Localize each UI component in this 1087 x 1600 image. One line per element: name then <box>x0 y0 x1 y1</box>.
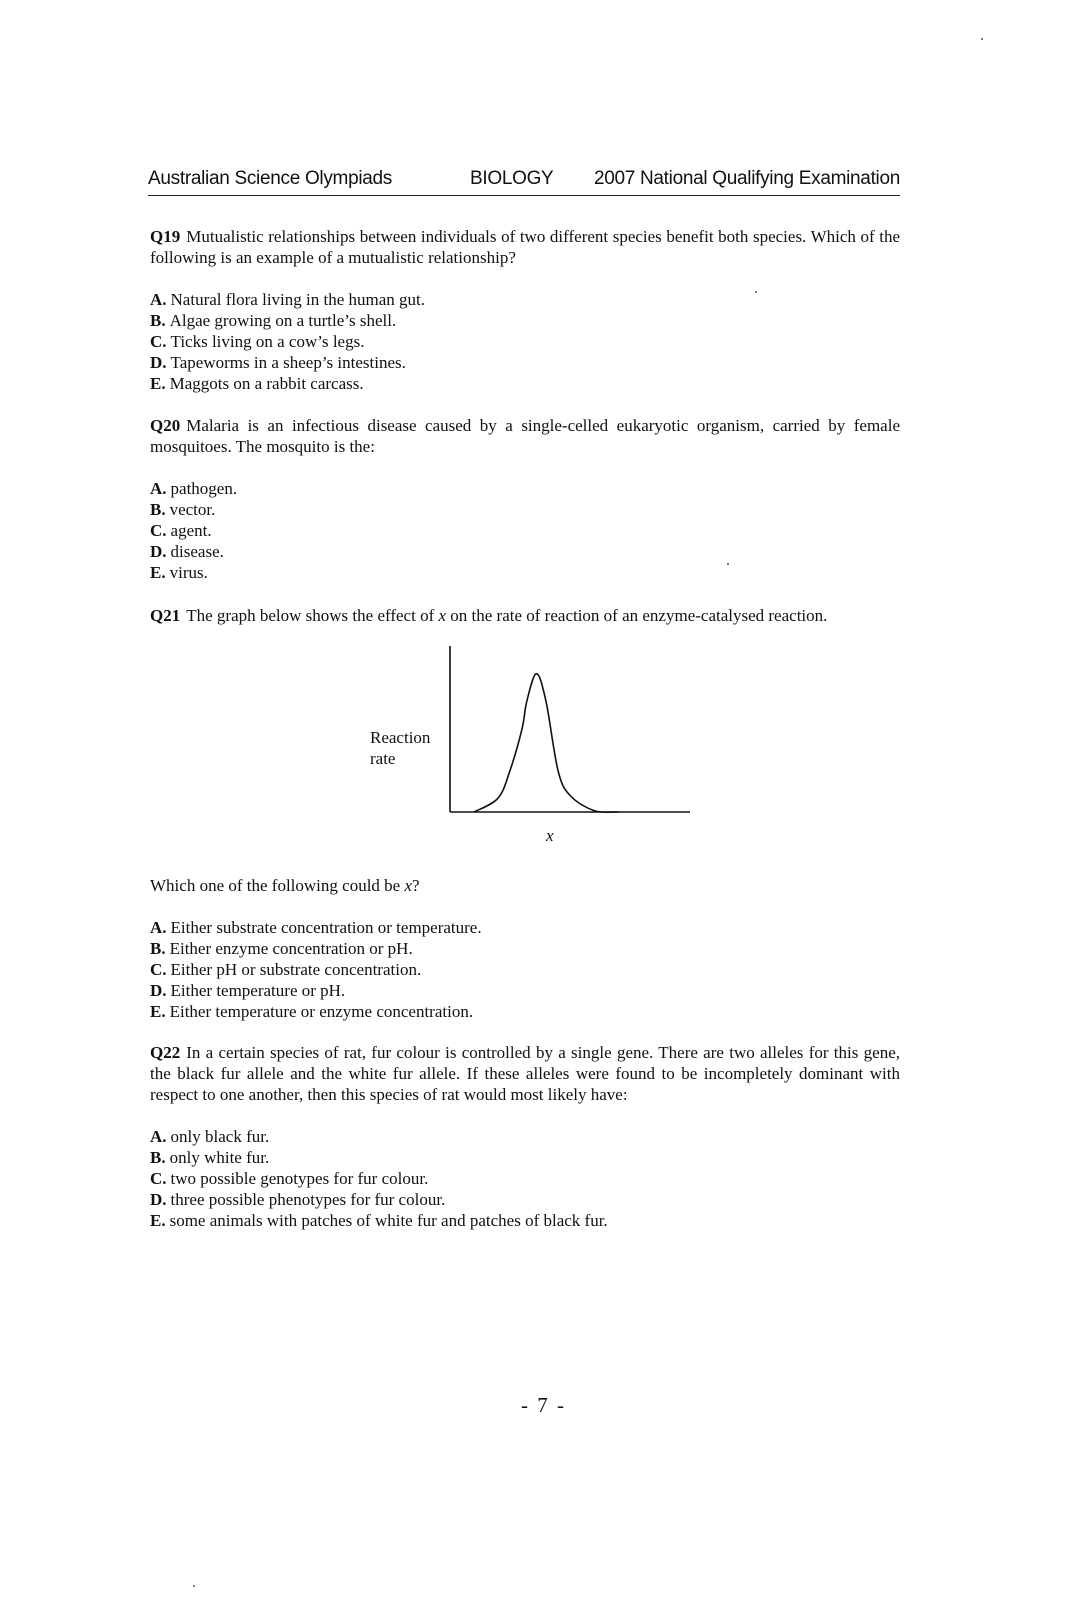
option-b: B. vector. <box>150 500 216 519</box>
option-e: E. some animals with patches of white fur and patches of black fur. <box>150 1211 608 1230</box>
option-e: E. Maggots on a rabbit carcass. <box>150 374 364 393</box>
scan-speck <box>193 1585 195 1587</box>
question-21-options <box>150 917 900 1022</box>
question-text-after: on the rate of reaction of an enzyme-catalysed reaction. <box>446 606 828 625</box>
option-d: D. three possible phenotypes for fur colour. <box>150 1190 446 1209</box>
question-21-stem <box>150 605 900 626</box>
reaction-rate-curve <box>474 674 618 813</box>
question-19-options <box>150 289 900 394</box>
question-number: Q21 <box>150 606 181 625</box>
question-text: In a certain species of rat, fur colour is controlled by a single gene. There are two alleles for this gene, the black fur allele and the white fur allele. If these alleles were found to be incompletely dominant with respect to one another, then this species of rat would most likely have: <box>150 1043 900 1104</box>
option-c: C. Ticks living on a cow’s legs. <box>150 332 365 351</box>
option-b: B. Either enzyme concentration or pH. <box>150 939 413 958</box>
question-number: Q20 <box>150 416 181 435</box>
option-e: E. virus. <box>150 563 208 582</box>
header-subject: BIOLOGY <box>470 168 554 189</box>
option-a: A. Natural flora living in the human gut. <box>150 290 425 309</box>
option-e: E. Either temperature or enzyme concentration. <box>150 1002 474 1021</box>
option-c: C. agent. <box>150 521 212 540</box>
chart-plot <box>448 646 698 818</box>
question-21 <box>150 875 900 1022</box>
question-20-options <box>150 478 900 583</box>
reaction-rate-graph <box>360 640 700 850</box>
question-19-stem <box>150 226 900 268</box>
option-d: D. disease. <box>150 542 224 561</box>
option-a: A. only black fur. <box>150 1127 270 1146</box>
question-text-before: The graph below shows the effect of <box>186 606 439 625</box>
header-left: Australian Science Olympiads <box>148 168 392 189</box>
question-21-prompt: Which one of the following could be x? <box>150 876 420 895</box>
question-22 <box>150 1042 900 1231</box>
header-right: 2007 National Qualifying Examination <box>593 168 900 189</box>
question-20 <box>150 415 900 583</box>
scan-speck <box>727 563 729 565</box>
question-text: Malaria is an infectious disease caused by a single-celled eukaryotic organism, carried by female mosquitoes. The mosquito is the: <box>150 416 900 456</box>
question-22-stem <box>150 1042 900 1105</box>
option-b: B. only white fur. <box>150 1148 270 1167</box>
option-d: D. Tapeworms in a sheep’s intestines. <box>150 353 406 372</box>
option-a: A. Either substrate concentration or temperature. <box>150 918 482 937</box>
option-c: C. Either pH or substrate concentration. <box>150 960 422 979</box>
variable-x: x <box>404 876 413 895</box>
variable-x: x <box>438 606 447 625</box>
question-text: Mutualistic relationships between individuals of two different species benefit both species. Which of the following is an example of a mutualistic relationship? <box>150 227 900 267</box>
question-number: Q22 <box>150 1043 181 1062</box>
page-header <box>148 168 900 196</box>
x-axis-label: x <box>546 826 554 845</box>
option-b: B. Algae growing on a turtle’s shell. <box>150 311 397 330</box>
y-axis-label: Reaction rate <box>370 728 431 768</box>
question-19 <box>150 226 900 394</box>
option-d: D. Either temperature or pH. <box>150 981 346 1000</box>
option-c: C. two possible genotypes for fur colour. <box>150 1169 429 1188</box>
question-22-options <box>150 1126 900 1231</box>
question-number: Q19 <box>150 227 181 246</box>
scan-speck <box>981 38 983 40</box>
scan-speck <box>755 291 757 293</box>
page-number: - 7 - <box>521 1393 566 1417</box>
question-20-stem <box>150 415 900 457</box>
option-a: A. pathogen. <box>150 479 238 498</box>
